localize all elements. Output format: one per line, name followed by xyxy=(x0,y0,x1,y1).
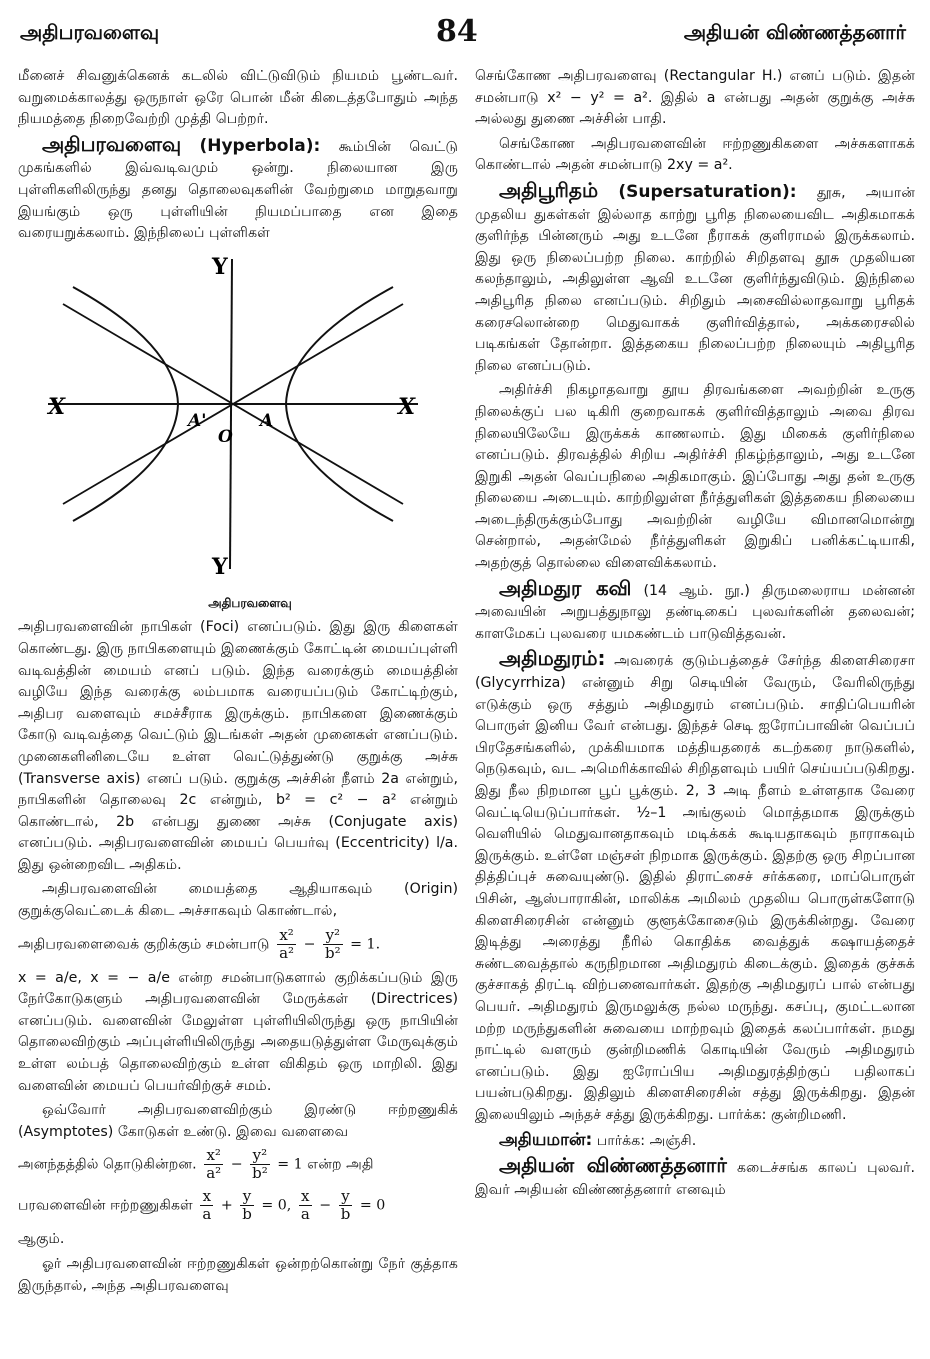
vinnathanar-title: அதியன் விண்ணத்தனார் xyxy=(499,1153,727,1178)
equation-suffix: = 1. xyxy=(350,936,381,953)
header-right-title: அதியன் விண்ணத்தனார் xyxy=(683,20,906,44)
fraction-x2-a2-2: $\frac{\text{x²}}{\text{a²}}$ xyxy=(206,1146,222,1183)
rectangular-paragraph: செங்கோண அதிபரவளைவு (Rectangular H.) எனப் படும். இதன் சமன்பாடு x² − y² = a². இதில் a என்பது அதன் குறுக்கு அச்சு அல்லது துணை அச்சின் பாதி. xyxy=(475,68,915,128)
figure-caption: அதிபரவளைவு xyxy=(208,595,292,610)
header-left-title: அதிபரவளைவு xyxy=(20,20,160,44)
mathuram-text: அவரைக் குடும்பத்தைச் சேர்ந்த கிளைசிரைசா (Glycyrrhiza) என்னும் சிறு செடியின் வேரும், வேரிலிருந்து எடுக்கும் ஒரு சத்தும் அதிமதுரம் எனப்படும். சாதிப்பெயரின் பொருள் இனிய வேர் என்பது. இந்தச் செடி ஐரோப்பாவின் வெப்பப் பிரதேசங்களில், முக்கியமாக மத்தியதரைக் கடற்கரை நாடுகளில், நெடுகவும், வட அமெரிக்காவில் சிறிதளவும் பயிர் செய்யப்படுகிறது. இது நீல நிறமான பூப் பூக்கும். 2, 3 அடி நீளம் உள்ளதாக வேரை வெட்டியெடுப்பார்கள். ½–1 அங்குலம் மொத்தமாக இருக்கும் வெளியில் மெதுவானதாகவும் மடிக்கக் கூடியதாகவும் நாராகவும் இருக்கும். உள்ளே மஞ்சள் நிறமாக இருக்கும். இதற்கு ஒரு சிறப்பான தித்திப்புச் சுவையுண்டு. இதில் திராட்சைச் சர்க்கரை, மாப்பொருள் பிசின், ஆஸ்பாராகின், மாலிக்க அமிலம் முதலிய பொருள்களோடு கிளைசிரைசின் என்னும் குளூக்கோசைடும் இருக்கின்றது. வேரை இடித்து அரைத்து நீரில் கொதிக்க வைத்துக் கஷாயத்தைச் சுண்டவைத்தால் கருநிறமான அதிமதுரம் கிடைக்கும். இதைக் குச்சுக் குச்சாகத் திரட்டி விற்பனைவார்கள். இதற்கு அதிமதுரப் பால் என்பது பெயர். அதிமதுரம் இருமலுக்கு நல்ல மருந்து. கசப்பு, குமட்டலான மற்ற மருந்துகளின் சுவையை மாற்றவும் இதைக் கலப்பார்கள். நமது நாட்டில் வளரும் குன்றிமணிக் கொடியின் வேரும் அதிமதுரம் எனப்படும். இது ஐரோப்பிய அதிமதுரத்திற்குப் பதிலாகப் பயன்படுகிறது. இதிலும் கிளைசிரைசின் சத்து இருக்கிறது. இதன் இலையிலும் அந்தச் சத்து இருக்கிறது. பார்க்க: குன்றிமணி. xyxy=(475,653,915,1123)
left-column xyxy=(18,66,458,1300)
equation-asymptote-2: பரவளைவின் ஈற்றணுகிகள் $\frac{x}{a}$ + $\frac{y}{b}$ = 0, $\frac{x}{a}$ − $\frac{y}{b}$ = 0 xyxy=(18,1187,386,1224)
hyperbola-diagram xyxy=(18,249,458,589)
mathuram-entry xyxy=(475,648,915,1126)
equation2-suffix: = 1 என்ற அதி xyxy=(277,1156,374,1173)
athiyaman-text: பார்க்க: அஞ்சி. xyxy=(596,1132,697,1149)
x-label-left: X xyxy=(48,393,66,420)
intro-paragraph: மீனைச் சிவனுக்கெனக் கடலில் விட்டுவிடும் நியமம் பூண்டவர். வறுமைக்காலத்து ஒருநாள் ஒரே பொன் மீன் கிடைத்தபோதும் அந்த நியமத்தை நிறைவேற்றி முத்தி பெற்றர். xyxy=(18,68,458,128)
asymptotes-paragraph: ஒவ்வோர் அதிபரவளைவிற்கும் இரண்டு ஈற்றணுகிக் (Asymptotes) கோடுகள் உண்டு. இவை வளைவை xyxy=(18,1102,458,1140)
foci-paragraph: அதிபரவளைவின் நாபிகள் (Foci) எனப்படும். இது இரு கிளைகள் கொண்டது. இரு நாபிகளையும் இணைக்கும் கோட்டின் மையப்புள்ளி வடிவத்தின் மையம் எனப் படும். இந்த வரைக்கும் மையத்தின் வழியே இந்த வரைக்கு லம்பமாக வரையப்படும் கோட்டிற்கும், அதிபர வளைவும் சமச்சீராக இருக்கும். நாபிகளை இணைக்கும் கோடு வடிவத்தை வெட்டும் இடங்கள் அதன் முனைகள் எனப்படும். முனைகளினிடையே உள்ள வெட்டுத்துண்டு குறுக்கு அச்சு (Transverse axis) எனப் படும். குறுக்கு அச்சின் நீளம் 2a என்றும், நாபிகளின் தொலைவு 2c என்றும், b² = c² − a² என்றும் கொண்டால், 2b என்பது துணை அச்சு (Conjugate axis) எனப்படும். அதிபரவளைவின் மையப் பெயர்வு (Eccentricity) l/a. இது ஒன்றைவிட அதிகம். xyxy=(18,619,458,873)
supercooling-paragraph: அதிர்ச்சி நிகழாதவாறு தூய திரவங்களை அவற்றின் உருகு நிலைக்குப் பல டிகிரி குறைவாகக் குளிர்வித்தாலும் அவை திரவ நிலையிலேயே இருக்கக் காணலாம். இது மிகைக் குளிர்நிலை எனப்படும். திரவத்தில் சிறிய அதிர்ச்சி நிகழ்ந்தாலும், அது உடனே இறுகி அதன் வெப்பநிலை அதிகமாகும். இப்போது அது தன் உருகு நிலையை அடையும். காற்றிலுள்ள நீர்த்துளிகள் இத்தகைய நிலையை அடைந்திருக்கும்போது அவற்றின் வழியே விமானமொன்று சென்றால், அதன்மேல் நீர்த்துளிகள் இறுகிப் பனிக்கட்டியாகி, அதற்குத் தொல்லை விளைவிக்கலாம். xyxy=(475,382,915,572)
fraction-x-a-2: $\frac{x}{a}$ xyxy=(300,1187,310,1224)
origin-paragraph: அதிபரவளைவின் மையத்தை ஆதியாகவும் (Origin) குறுக்குவெட்டைக் கிடை அச்சாகவும் கொண்டால், xyxy=(18,881,458,920)
fraction-y-b-2: $\frac{y}{b}$ xyxy=(340,1187,351,1224)
equation3-prefix: பரவளைவின் ஈற்றணுகிகள் xyxy=(18,1197,193,1214)
supersaturation-entry xyxy=(475,177,915,377)
hyperbola-figure xyxy=(18,249,458,589)
hyperbola-definition: கூம்பின் வெட்டு முகங்களில் இவ்வடிவமும் ஒன்று. நிலையான இரு புள்ளிகளிலிருந்து தனது தொலைவுகளின் வேற்றுமை மாறுதவாறு இயங்கும் ஒரு புள்ளியின் நியமப்பாதை என இதை வரையறுக்கலாம். இந்நிலைப் புள்ளிகள் xyxy=(18,138,458,242)
right-column xyxy=(475,66,915,1204)
hyperbola-title: அதிபரவளைவு xyxy=(42,131,182,156)
fraction-x2-a2: $\frac{\text{x²}}{\text{a²}}$ xyxy=(279,925,295,962)
page-header xyxy=(0,0,930,60)
hyperbola-english: (Hyperbola): xyxy=(199,135,321,156)
equation3-separator: = 0, xyxy=(261,1197,292,1214)
equation-prefix: அதிபரவளைவைக் குறிக்கும் சமன்பாடு xyxy=(18,936,270,953)
y-axis xyxy=(230,259,232,569)
kavi-text: (14 ஆம். நூ.) திருமலைராய மன்னன் அவையின் அறுபத்துநாலு தண்டிகைப் புலவர்களின் தலைவன்; காளமேகப் புலவரை யமகண்டம் பாடுவித்தவன். xyxy=(475,582,915,642)
mathuram-title: அதிமதுரம்: xyxy=(499,646,606,671)
rectangular-paragraph-2: செங்கோண அதிபரவளைவின் ஈற்றணுகிகளை அச்சுகளாகக் கொண்டால் அதன் சமன்பாடு 2xy = a². xyxy=(475,135,915,174)
y-label-bottom: Y xyxy=(212,553,228,580)
vertex-a-prime-label: A' xyxy=(188,410,207,431)
supersaturation-text: தூசு, அயான் முதலிய துகள்கள் இல்லாத காற்று பூரித நிலையைவிட அதிகமாகக் குளிர்ந்த பின்னரும் அது உடனே நீராகக் குளிராமல் இருக்கலாம். இது ஒரு நிலைப்பற்ற நிலை. காற்றில் சிறிதளவு தூசு முதலியன கலந்தாலும், அதிலுள்ள ஆவி உடனே குளிர்ந்துவிடும். இந்நிலை அதிபூரித நிலை எனப்படும். சிறிதும் அசைவில்லாதவாறு பூரிதக் கரைசலொன்றை மெதுவாகக் குளிர்வித்தால், அக்கரைசலில் படிகங்கள் தோன்றா. இத்தகைய நிலைப்பற்ற நிலையும் அதிபூரித நிலை எனப்படும். xyxy=(475,184,915,374)
fraction-x-a: $\frac{x}{a}$ xyxy=(202,1187,212,1224)
y-label-top: Y xyxy=(212,253,228,280)
fraction-y2-b2-2: $\frac{\text{y²}}{\text{b²}}$ xyxy=(252,1146,268,1183)
supersaturation-title: அதிபூரிதம் xyxy=(499,177,599,202)
fraction-y2-b2: $\frac{\text{y²}}{\text{b²}}$ xyxy=(325,925,341,962)
vinnathanar-text: கடைச்சங்க காலப் புலவர். இவர் அதியன் விண்ணத்தனார் எனவும் xyxy=(475,1160,916,1198)
end-paragraph-2: ஓர் அதிபரவளைவின் ஈற்றணுகிகள் ஒன்றற்கொன்று நேர் குத்தாக இருந்தால், அந்த அதிபரவளைவு xyxy=(18,1256,458,1294)
x-label-right: X xyxy=(398,393,416,420)
page-number: 84 xyxy=(436,14,478,49)
kavi-title: அதிமதுர கவி xyxy=(499,575,632,600)
kavi-entry xyxy=(475,575,915,646)
equation2-prefix: அனந்தத்தில் தொடுகின்றன. xyxy=(18,1156,197,1173)
athiyaman-entry xyxy=(475,1130,915,1153)
equation3-suffix: = 0 xyxy=(359,1197,386,1214)
origin-label: O xyxy=(218,426,233,447)
supersaturation-english: (Supersaturation): xyxy=(618,181,797,202)
hyperbola-entry xyxy=(18,131,458,245)
equation-hyperbola: அதிபரவளைவைக் குறிக்கும் சமன்பாடு $\frac{\text{x²}}{\text{a²}}$ − $\frac{\text{y²}}{\text{b²}}$ = 1. xyxy=(18,925,381,962)
fraction-y-b: $\frac{y}{b}$ xyxy=(242,1187,252,1224)
end-paragraph-1: ஆகும். xyxy=(18,1231,65,1248)
directrices-paragraph: x = a/e, x = − a/e என்ற சமன்பாடுகளால் குறிக்கப்படும் இரு நேர்கோடுகளும் அதிபரவளைவின் மேருக்கள் (Directrices) எனப்படும். வளைவின் மேலுள்ள புள்ளியிலிருந்து ஒரு நாபியின் தொலைவிற்கும் அப்புள்ளியிலிருந்து அதையடுத்துள்ள மேருவுக்கும் உள்ள லம்பத் தொலைவிற்கும் உள்ள விகிதம் ஒரு மாறிலி. இது வளைவின் மையப் பெயர்விற்குச் சமம். xyxy=(18,969,458,1094)
equation-asymptote-1: அனந்தத்தில் தொடுகின்றன. $\frac{\text{x²}}{\text{a²}}$ − $\frac{\text{y²}}{\text{b²}}$ = 1 என்ற அதி xyxy=(18,1146,374,1183)
vertex-a-label: A xyxy=(260,410,274,431)
vinnathanar-entry xyxy=(475,1155,915,1201)
athiyaman-title: அதியமான்: xyxy=(499,1129,593,1150)
